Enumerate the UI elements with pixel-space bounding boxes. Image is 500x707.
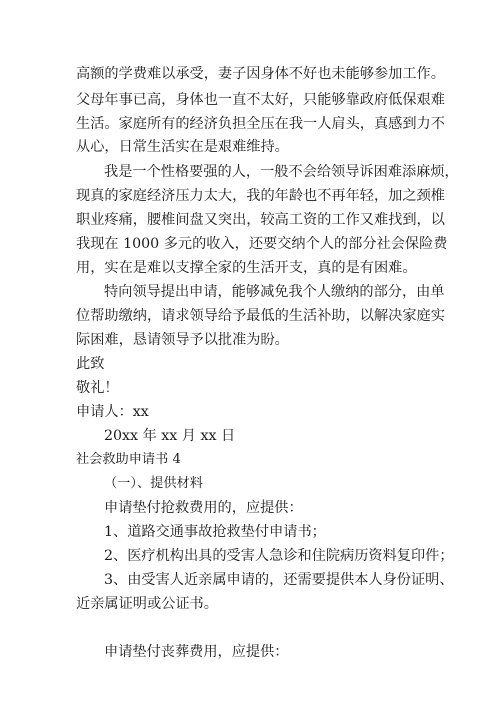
list-item: 2、医疗机构出具的受害人急诊和住院病历资料复印件； (104, 548, 454, 564)
text-line: 用，实在是难以支撑全家的生活开支，真的是有困难。 (76, 260, 417, 276)
applicant-line: 申请人：xx (76, 404, 149, 420)
closing-greeting: 敬礼！ (76, 380, 119, 396)
list-item: 1、道路交通事故抢救垫付申请书； (104, 524, 326, 540)
section-title: 社会救助申请书 4 (76, 452, 181, 467)
list-item: 3、由受害人近亲属申请的，还需要提供本人身份证明、 (104, 572, 454, 588)
text-line: 父母年事已高，身体也一直不太好，只能够靠政府低保艰难 (76, 92, 445, 108)
text-line: 我现在 1000 多元的收入，还要交纳个人的部分社会保险费 (76, 236, 448, 252)
text-line: 际困难，恳请领导予以批准为盼。 (76, 332, 289, 348)
text-line: 特向领导提出申请，能够减免我个人缴纳的部分，由单 (104, 284, 445, 300)
text-line: 从心，日常生活实在是艰难维持。 (76, 139, 289, 155)
text-line: 现真的家庭经济压力太大，我的年龄也不再年轻，加之颈椎 (76, 188, 445, 204)
text-line: 我是一个性格要强的人，一般不会给领导诉困难添麻烦， (104, 164, 459, 180)
text-line: 生活。家庭所有的经济负担全压在我一人肩头，真感到力不 (76, 116, 445, 132)
text-line: 高额的学费难以承受，妻子因身体不好也未能够参加工作。 (76, 66, 445, 82)
text-line: 申请垫付抢救费用的，应提供： (104, 500, 303, 516)
text-line: 近亲属证明或公证书。 (76, 596, 218, 612)
closing-salutation: 此致 (76, 356, 105, 372)
subsection-heading: （一）、提供材料 (104, 476, 203, 491)
text-line: 位帮助缴纳，请求领导给予最低的生活补助，以解决家庭实 (76, 308, 445, 324)
text-line: 职业疼痛，腰椎间盘又突出，较高工资的工作又难找到，以 (76, 212, 445, 228)
date-line: 20xx 年 xx 月 xx 日 (104, 428, 236, 444)
text-line: 申请垫付丧葬费用，应提供： (104, 644, 289, 660)
